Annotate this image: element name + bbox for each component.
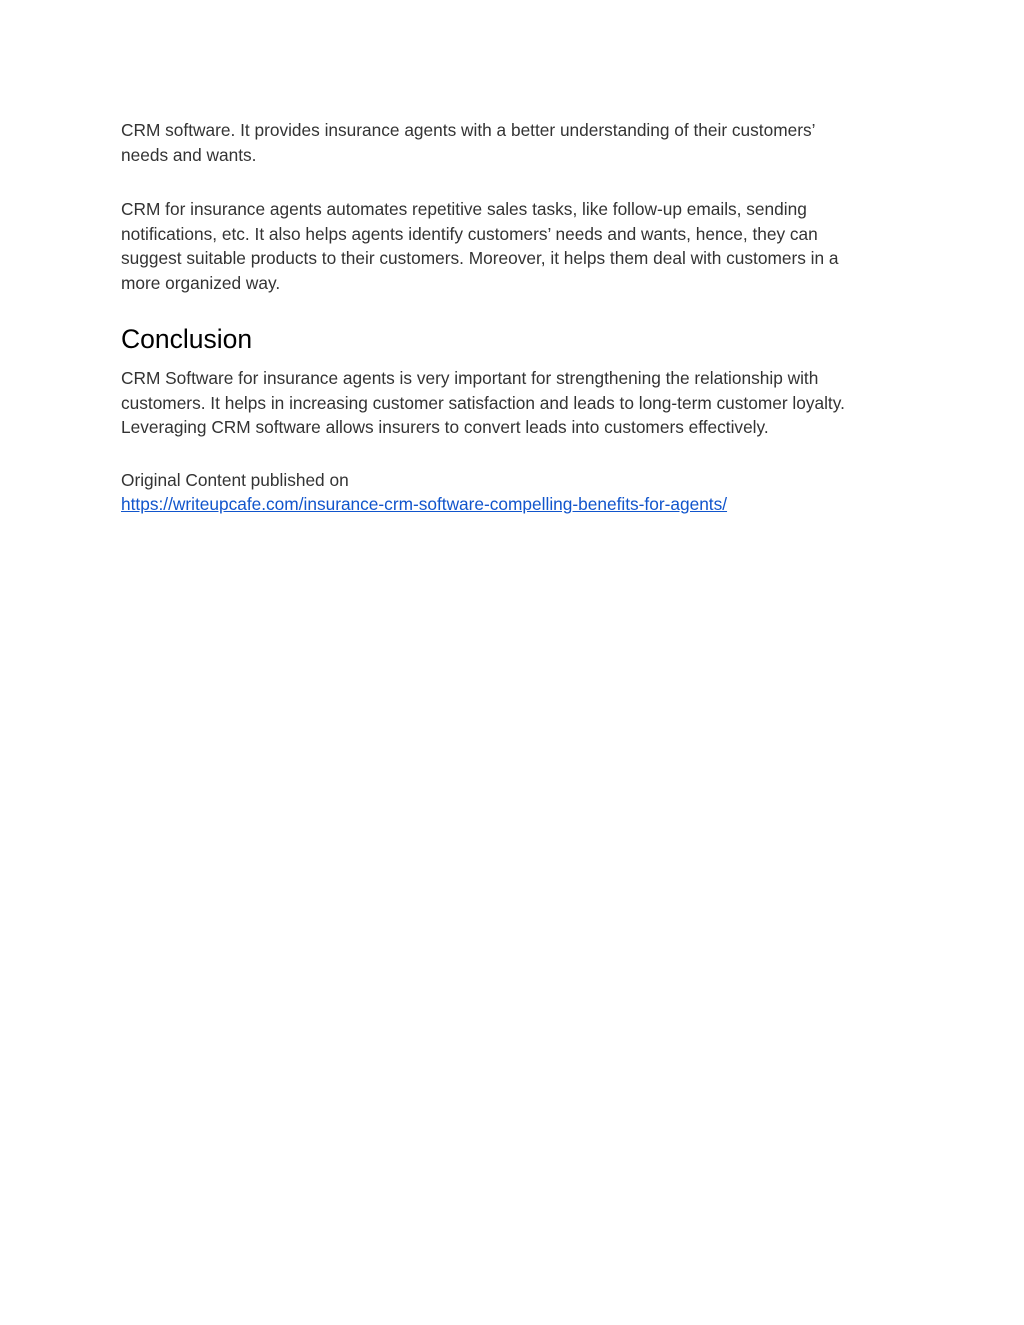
source-paragraph	[121, 468, 911, 517]
text-line: CRM for insurance agents automates repetitive sales tasks, like follow-up emails, sending	[121, 199, 807, 219]
document-page	[121, 118, 911, 545]
text-line: CRM software. It provides insurance agents with a better understanding of their customers’	[121, 120, 816, 140]
text-line: more organized way.	[121, 272, 281, 293]
text-line: CRM Software for insurance agents is very important for strengthening the relationship with	[121, 368, 819, 388]
source-label: Original Content published on	[121, 469, 349, 490]
source-link[interactable]: https://writeupcafe.com/insurance-crm-software-compelling-benefits-for-agents/	[121, 494, 728, 514]
text-line: suggest suitable products to their customers. Moreover, it helps them deal with customers in a	[121, 248, 839, 268]
text-line: needs and wants.	[121, 144, 257, 165]
text-line: Leveraging CRM software allows insurers to convert leads into customers effectively.	[121, 417, 769, 437]
conclusion-heading: Conclusion	[121, 324, 253, 354]
intro-paragraph-2	[121, 197, 911, 295]
conclusion-paragraph	[121, 366, 911, 440]
text-line: notifications, etc. It also helps agents identify customers’ needs and wants, hence, they can	[121, 223, 818, 244]
intro-paragraph-1	[121, 118, 911, 167]
text-line: customers. It helps in increasing customer satisfaction and leads to long-term customer loyalty.	[121, 392, 845, 413]
